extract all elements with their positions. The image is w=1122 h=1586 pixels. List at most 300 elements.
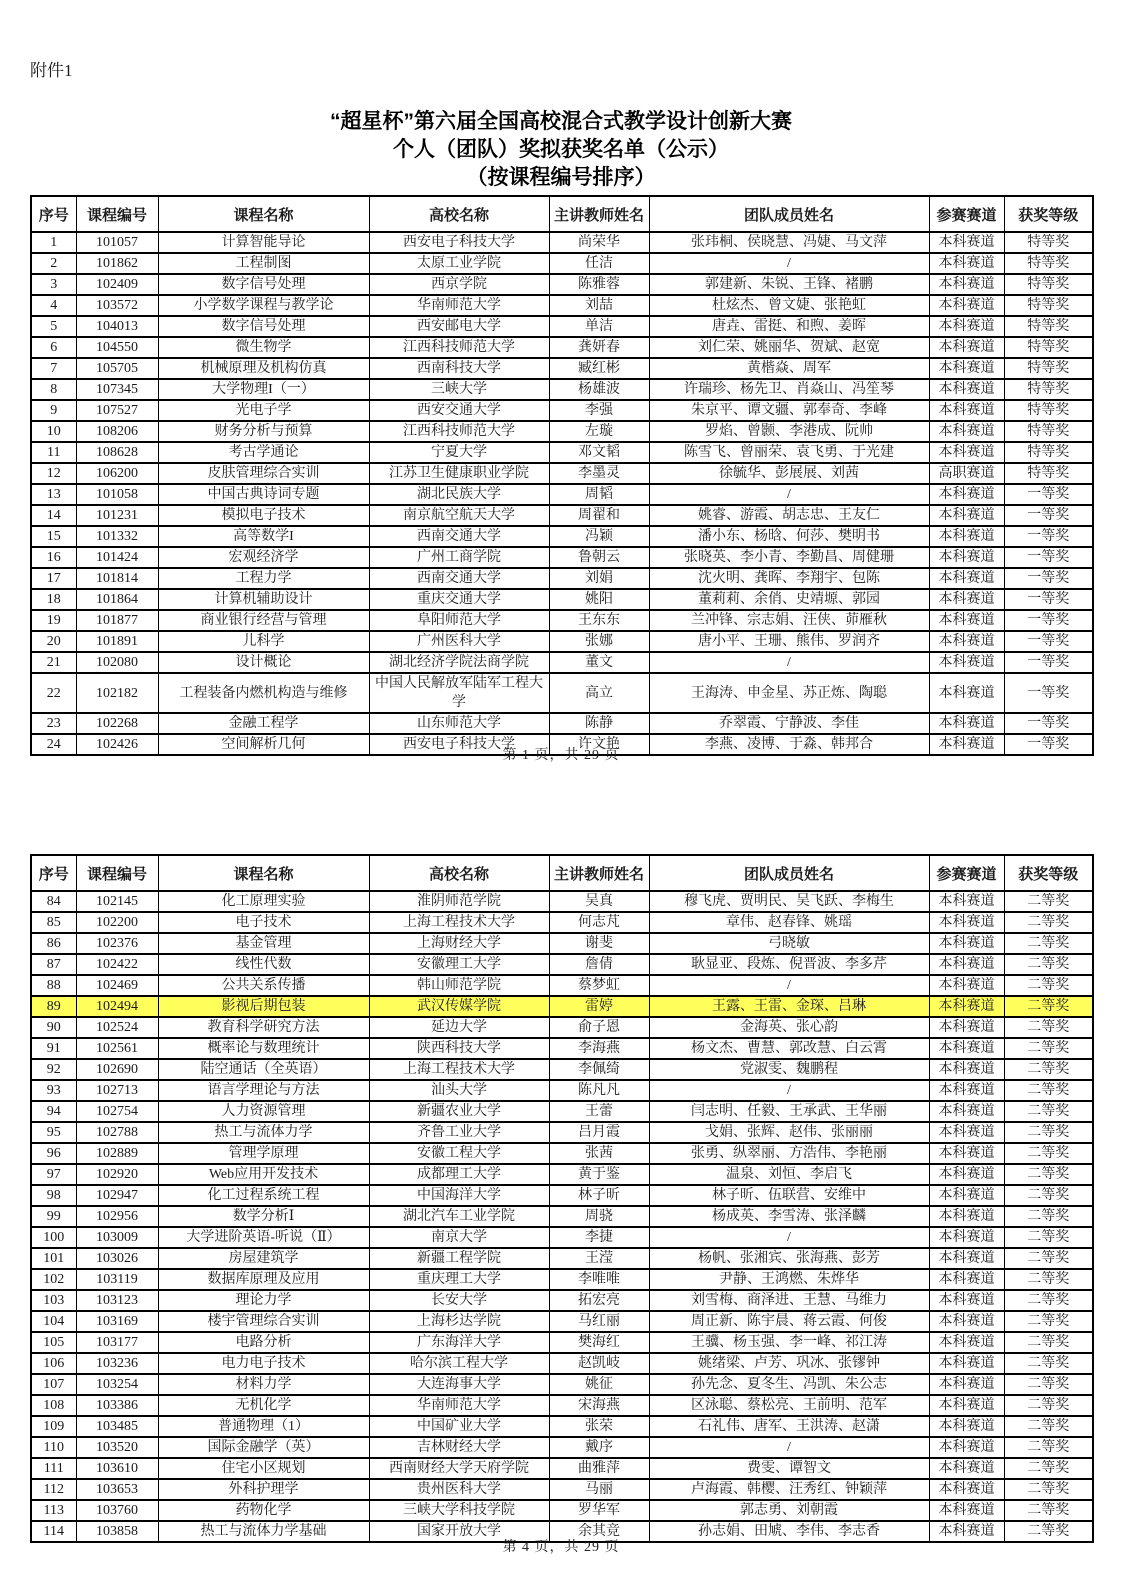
cell-seq: 98 — [31, 1185, 76, 1206]
cell-track: 本科赛道 — [929, 358, 1004, 379]
cell-course-id: 103610 — [76, 1458, 158, 1479]
cell-award-level: 一等奖 — [1004, 547, 1093, 568]
cell-course-id: 101864 — [76, 589, 158, 610]
cell-team-members: 王海涛、申金星、苏正炼、陶聪 — [649, 673, 929, 713]
cell-course-id: 103858 — [76, 1521, 158, 1542]
cell-university: 武汉传媒学院 — [369, 996, 549, 1017]
cell-university: 华南师范大学 — [369, 295, 549, 316]
cell-track: 本科赛道 — [929, 996, 1004, 1017]
table-row — [31, 568, 1093, 589]
cell-team-members: 杨帆、张湘宾、张海燕、彭芳 — [649, 1248, 929, 1269]
cell-seq: 104 — [31, 1311, 76, 1332]
table-row — [31, 358, 1093, 379]
awards-table-page4 — [30, 854, 1094, 1543]
cell-award-level: 二等奖 — [1004, 954, 1093, 975]
cell-track: 本科赛道 — [929, 1437, 1004, 1458]
column-header-award-level: 获奖等级 — [1004, 855, 1093, 891]
cell-track: 本科赛道 — [929, 1059, 1004, 1080]
cell-teacher: 谢斐 — [549, 933, 649, 954]
cell-team-members: 周正新、陈宇晨、蒋云霞、何俊 — [649, 1311, 929, 1332]
table-row — [31, 1143, 1093, 1164]
cell-course-name: 语言学理论与方法 — [158, 1080, 369, 1101]
cell-team-members: / — [649, 484, 929, 505]
column-header-university: 高校名称 — [369, 855, 549, 891]
cell-seq: 85 — [31, 912, 76, 933]
cell-team-members: 党淑雯、魏鹏程 — [649, 1059, 929, 1080]
cell-award-level: 特等奖 — [1004, 274, 1093, 295]
cell-university: 上海工程技术大学 — [369, 1059, 549, 1080]
cell-course-id: 102182 — [76, 673, 158, 713]
cell-award-level: 一等奖 — [1004, 589, 1093, 610]
cell-seq: 105 — [31, 1332, 76, 1353]
cell-teacher: 曲雅萍 — [549, 1458, 649, 1479]
cell-course-name: 机械原理及机构仿真 — [158, 358, 369, 379]
cell-seq: 19 — [31, 610, 76, 631]
cell-track: 本科赛道 — [929, 547, 1004, 568]
table-row — [31, 1374, 1093, 1395]
table-row — [31, 1332, 1093, 1353]
cell-seq: 21 — [31, 652, 76, 673]
cell-team-members: 沈火明、龚晖、李翔宇、包陈 — [649, 568, 929, 589]
cell-seq: 23 — [31, 713, 76, 734]
attachment-label: 附件1 — [30, 61, 73, 80]
cell-award-level: 二等奖 — [1004, 1248, 1093, 1269]
table-row — [31, 933, 1093, 954]
cell-team-members: 刘雪梅、商泽进、王慧、马维力 — [649, 1290, 929, 1311]
table1-header — [31, 196, 1093, 232]
table-row — [31, 1185, 1093, 1206]
cell-track: 本科赛道 — [929, 912, 1004, 933]
cell-award-level: 二等奖 — [1004, 1458, 1093, 1479]
cell-team-members: 金海英、张心韵 — [649, 1017, 929, 1038]
cell-seq: 10 — [31, 421, 76, 442]
cell-seq: 20 — [31, 631, 76, 652]
cell-track: 本科赛道 — [929, 891, 1004, 912]
cell-course-id: 101877 — [76, 610, 158, 631]
cell-award-level: 特等奖 — [1004, 232, 1093, 253]
column-header-track: 参赛赛道 — [929, 196, 1004, 232]
cell-team-members: 唐小平、王珊、熊伟、罗润齐 — [649, 631, 929, 652]
cell-team-members: 姚绪梁、卢芳、巩冰、张镠钟 — [649, 1353, 929, 1374]
column-header-course-name: 课程名称 — [158, 855, 369, 891]
cell-university: 汕头大学 — [369, 1080, 549, 1101]
table-row — [31, 912, 1093, 933]
table-row — [31, 975, 1093, 996]
table-row — [31, 1017, 1093, 1038]
cell-course-id: 101058 — [76, 484, 158, 505]
cell-course-name: 皮肤管理综合实训 — [158, 463, 369, 484]
cell-seq: 114 — [31, 1521, 76, 1542]
table-row — [31, 295, 1093, 316]
cell-track: 本科赛道 — [929, 379, 1004, 400]
cell-university: 湖北经济学院法商学院 — [369, 652, 549, 673]
cell-course-id: 108628 — [76, 442, 158, 463]
cell-seq: 112 — [31, 1479, 76, 1500]
cell-team-members: 张晓英、李小青、李勤昌、周健珊 — [649, 547, 929, 568]
cell-teacher: 黄于鉴 — [549, 1164, 649, 1185]
cell-team-members: 罗焰、曾颢、李港成、阮帅 — [649, 421, 929, 442]
cell-course-id: 102920 — [76, 1164, 158, 1185]
cell-seq: 4 — [31, 295, 76, 316]
cell-university: 广州工商学院 — [369, 547, 549, 568]
cell-track: 本科赛道 — [929, 1206, 1004, 1227]
table-row — [31, 463, 1093, 484]
cell-team-members: 林子昕、伍联营、安维中 — [649, 1185, 929, 1206]
cell-course-name: 电力电子技术 — [158, 1353, 369, 1374]
cell-seq: 110 — [31, 1437, 76, 1458]
cell-course-id: 107345 — [76, 379, 158, 400]
cell-award-level: 二等奖 — [1004, 912, 1093, 933]
cell-team-members: 尹静、王鸿燃、朱烨华 — [649, 1269, 929, 1290]
cell-track: 本科赛道 — [929, 295, 1004, 316]
cell-course-id: 103485 — [76, 1416, 158, 1437]
cell-track: 本科赛道 — [929, 1101, 1004, 1122]
cell-university: 三峡大学 — [369, 379, 549, 400]
cell-course-name: 管理学原理 — [158, 1143, 369, 1164]
cell-team-members: 潘小东、杨晗、何莎、樊明书 — [649, 526, 929, 547]
cell-team-members: 穆飞虎、贾明民、吴飞跃、李梅生 — [649, 891, 929, 912]
table-row — [31, 1353, 1093, 1374]
table-row — [31, 1500, 1093, 1521]
cell-university: 江西科技师范大学 — [369, 421, 549, 442]
cell-award-level: 二等奖 — [1004, 1059, 1093, 1080]
cell-track: 本科赛道 — [929, 232, 1004, 253]
cell-team-members: 许瑞珍、杨先卫、肖焱山、冯笙琴 — [649, 379, 929, 400]
cell-course-name: 财务分析与预算 — [158, 421, 369, 442]
column-header-seq: 序号 — [31, 196, 76, 232]
table-row — [31, 631, 1093, 652]
cell-course-name: 楼宇管理综合实训 — [158, 1311, 369, 1332]
cell-team-members: 乔翠霞、宁静波、李佳 — [649, 713, 929, 734]
cell-university: 宁夏大学 — [369, 442, 549, 463]
cell-award-level: 一等奖 — [1004, 568, 1093, 589]
cell-university: 华南师范大学 — [369, 1395, 549, 1416]
cell-university: 江苏卫生健康职业学院 — [369, 463, 549, 484]
cell-seq: 5 — [31, 316, 76, 337]
table-row — [31, 442, 1093, 463]
cell-award-level: 二等奖 — [1004, 1353, 1093, 1374]
header-row — [31, 855, 1093, 891]
cell-seq: 84 — [31, 891, 76, 912]
cell-university: 江西科技师范大学 — [369, 337, 549, 358]
cell-award-level: 二等奖 — [1004, 1395, 1093, 1416]
cell-award-level: 二等奖 — [1004, 1269, 1093, 1290]
cell-course-id: 103026 — [76, 1248, 158, 1269]
cell-award-level: 特等奖 — [1004, 400, 1093, 421]
cell-seq: 2 — [31, 253, 76, 274]
cell-track: 本科赛道 — [929, 1248, 1004, 1269]
cell-university: 西京学院 — [369, 274, 549, 295]
table-row-highlighted — [31, 996, 1093, 1017]
cell-seq: 90 — [31, 1017, 76, 1038]
cell-track: 本科赛道 — [929, 1395, 1004, 1416]
cell-course-name: 无机化学 — [158, 1395, 369, 1416]
cell-award-level: 二等奖 — [1004, 1479, 1093, 1500]
column-header-course-id: 课程编号 — [76, 196, 158, 232]
cell-track: 本科赛道 — [929, 610, 1004, 631]
cell-university: 贵州医科大学 — [369, 1479, 549, 1500]
cell-teacher: 鲁朝云 — [549, 547, 649, 568]
cell-course-id: 102788 — [76, 1122, 158, 1143]
cell-team-members: 徐毓华、彭展展、刘茜 — [649, 463, 929, 484]
cell-team-members: 李燕、凌博、于淼、韩邦合 — [649, 734, 929, 755]
cell-course-id: 102268 — [76, 713, 158, 734]
cell-teacher: 林子昕 — [549, 1185, 649, 1206]
cell-course-name: 计算机辅助设计 — [158, 589, 369, 610]
table-row — [31, 232, 1093, 253]
cell-track: 本科赛道 — [929, 442, 1004, 463]
cell-course-name: 设计概论 — [158, 652, 369, 673]
table-row — [31, 713, 1093, 734]
cell-award-level: 特等奖 — [1004, 316, 1093, 337]
cell-course-name: 数学分析Ⅰ — [158, 1206, 369, 1227]
cell-course-name: 光电子学 — [158, 400, 369, 421]
cell-course-id: 102409 — [76, 274, 158, 295]
cell-university: 新疆工程学院 — [369, 1248, 549, 1269]
cell-teacher: 龚妍春 — [549, 337, 649, 358]
cell-university: 哈尔滨工程大学 — [369, 1353, 549, 1374]
cell-award-level: 二等奖 — [1004, 1038, 1093, 1059]
cell-course-id: 106200 — [76, 463, 158, 484]
cell-teacher: 宋海燕 — [549, 1395, 649, 1416]
cell-teacher: 蔡梦虹 — [549, 975, 649, 996]
table-row — [31, 1164, 1093, 1185]
cell-course-name: 化工原理实验 — [158, 891, 369, 912]
cell-track: 本科赛道 — [929, 673, 1004, 713]
cell-seq: 88 — [31, 975, 76, 996]
cell-teacher: 尚荣华 — [549, 232, 649, 253]
cell-seq: 87 — [31, 954, 76, 975]
cell-university: 国家开放大学 — [369, 1521, 549, 1542]
cell-course-name: 金融工程学 — [158, 713, 369, 734]
cell-team-members: 孙先念、夏冬生、冯凯、朱公志 — [649, 1374, 929, 1395]
cell-course-id: 104550 — [76, 337, 158, 358]
cell-teacher: 赵凯岐 — [549, 1353, 649, 1374]
cell-teacher: 任洁 — [549, 253, 649, 274]
cell-track: 本科赛道 — [929, 975, 1004, 996]
cell-course-id: 103119 — [76, 1269, 158, 1290]
cell-course-id: 101814 — [76, 568, 158, 589]
cell-award-level: 二等奖 — [1004, 1101, 1093, 1122]
cell-course-id: 103653 — [76, 1479, 158, 1500]
table-row — [31, 610, 1093, 631]
cell-course-name: 普通物理（1） — [158, 1416, 369, 1437]
cell-course-id: 102561 — [76, 1038, 158, 1059]
cell-seq: 102 — [31, 1269, 76, 1290]
cell-course-id: 102956 — [76, 1206, 158, 1227]
cell-team-members: 闫志明、任毅、王承武、王华丽 — [649, 1101, 929, 1122]
cell-teacher: 李捷 — [549, 1227, 649, 1248]
cell-team-members: 杜炫杰、曾文婕、张艳虹 — [649, 295, 929, 316]
table-row — [31, 400, 1093, 421]
cell-award-level: 二等奖 — [1004, 1290, 1093, 1311]
cell-course-name: 商业银行经营与管理 — [158, 610, 369, 631]
cell-course-id: 102200 — [76, 912, 158, 933]
table-row — [31, 274, 1093, 295]
title-block — [0, 108, 1122, 192]
cell-seq: 109 — [31, 1416, 76, 1437]
cell-track: 本科赛道 — [929, 1164, 1004, 1185]
cell-team-members: 杨成英、李雪涛、张泽麟 — [649, 1206, 929, 1227]
cell-award-level: 一等奖 — [1004, 610, 1093, 631]
cell-university: 三峡大学科技学院 — [369, 1500, 549, 1521]
cell-course-id: 102713 — [76, 1080, 158, 1101]
cell-university: 重庆理工大学 — [369, 1269, 549, 1290]
cell-course-name: 儿科学 — [158, 631, 369, 652]
table-row — [31, 484, 1093, 505]
cell-course-name: 化工过程系统工程 — [158, 1185, 369, 1206]
column-header-course-name: 课程名称 — [158, 196, 369, 232]
cell-teacher: 周韬 — [549, 484, 649, 505]
cell-teacher: 李强 — [549, 400, 649, 421]
cell-teacher: 臧红彬 — [549, 358, 649, 379]
cell-course-id: 102469 — [76, 975, 158, 996]
table-row — [31, 1206, 1093, 1227]
cell-course-name: 影视后期包装 — [158, 996, 369, 1017]
cell-teacher: 马丽 — [549, 1479, 649, 1500]
cell-track: 本科赛道 — [929, 1353, 1004, 1374]
cell-course-id: 102889 — [76, 1143, 158, 1164]
cell-award-level: 二等奖 — [1004, 1521, 1093, 1542]
cell-course-id: 101891 — [76, 631, 158, 652]
document-subtitle: 个人（团队）奖拟获奖名单（公示） — [393, 138, 729, 161]
cell-course-id: 108206 — [76, 421, 158, 442]
cell-track: 本科赛道 — [929, 484, 1004, 505]
cell-seq: 99 — [31, 1206, 76, 1227]
cell-award-level: 特等奖 — [1004, 463, 1093, 484]
cell-track: 本科赛道 — [929, 631, 1004, 652]
cell-course-name: 工程制图 — [158, 253, 369, 274]
cell-university: 广州医科大学 — [369, 631, 549, 652]
cell-university: 吉林财经大学 — [369, 1437, 549, 1458]
cell-track: 本科赛道 — [929, 933, 1004, 954]
cell-team-members: 刘仁荣、姚丽华、贺斌、赵宽 — [649, 337, 929, 358]
cell-teacher: 陈静 — [549, 713, 649, 734]
cell-award-level: 特等奖 — [1004, 337, 1093, 358]
cell-seq: 12 — [31, 463, 76, 484]
cell-course-id: 102080 — [76, 652, 158, 673]
cell-team-members: 郭志勇、刘朝霞 — [649, 1500, 929, 1521]
cell-course-name: 药物化学 — [158, 1500, 369, 1521]
table-row — [31, 891, 1093, 912]
cell-award-level: 特等奖 — [1004, 442, 1093, 463]
cell-university: 重庆交通大学 — [369, 589, 549, 610]
table2-header — [31, 855, 1093, 891]
cell-teacher: 高立 — [549, 673, 649, 713]
cell-seq: 11 — [31, 442, 76, 463]
cell-team-members: / — [649, 975, 929, 996]
table2-body — [31, 891, 1093, 1542]
cell-university: 广东海洋大学 — [369, 1332, 549, 1353]
cell-track: 本科赛道 — [929, 1227, 1004, 1248]
cell-award-level: 二等奖 — [1004, 1164, 1093, 1185]
cell-seq: 3 — [31, 274, 76, 295]
cell-university: 上海财经大学 — [369, 933, 549, 954]
cell-seq: 93 — [31, 1080, 76, 1101]
cell-course-id: 103009 — [76, 1227, 158, 1248]
cell-course-id: 103760 — [76, 1500, 158, 1521]
cell-team-members: / — [649, 253, 929, 274]
column-header-course-id: 课程编号 — [76, 855, 158, 891]
table-row — [31, 1395, 1093, 1416]
cell-course-id: 102426 — [76, 734, 158, 755]
cell-course-id: 107527 — [76, 400, 158, 421]
cell-team-members: 章伟、赵春锋、姚瑶 — [649, 912, 929, 933]
cell-award-level: 二等奖 — [1004, 891, 1093, 912]
cell-course-name: 材料力学 — [158, 1374, 369, 1395]
cell-track: 本科赛道 — [929, 1269, 1004, 1290]
cell-seq: 9 — [31, 400, 76, 421]
cell-course-id: 103177 — [76, 1332, 158, 1353]
cell-track: 本科赛道 — [929, 421, 1004, 442]
cell-teacher: 李佩绮 — [549, 1059, 649, 1080]
column-header-seq: 序号 — [31, 855, 76, 891]
cell-award-level: 二等奖 — [1004, 1017, 1093, 1038]
cell-award-level: 二等奖 — [1004, 1416, 1093, 1437]
cell-team-members: 陈雪飞、曾丽荣、袁飞勇、于光建 — [649, 442, 929, 463]
cell-seq: 89 — [31, 996, 76, 1017]
column-header-award-level: 获奖等级 — [1004, 196, 1093, 232]
cell-course-name: 小学数学课程与教学论 — [158, 295, 369, 316]
cell-award-level: 二等奖 — [1004, 996, 1093, 1017]
column-header-team-members: 团队成员姓名 — [649, 855, 929, 891]
cell-teacher: 拓宏亮 — [549, 1290, 649, 1311]
cell-course-id: 103572 — [76, 295, 158, 316]
column-header-university: 高校名称 — [369, 196, 549, 232]
cell-course-name: 外科护理学 — [158, 1479, 369, 1500]
cell-teacher: 许文艳 — [549, 734, 649, 755]
cell-course-id: 101231 — [76, 505, 158, 526]
cell-award-level: 二等奖 — [1004, 1500, 1093, 1521]
table-row — [31, 1038, 1093, 1059]
cell-seq: 15 — [31, 526, 76, 547]
cell-track: 本科赛道 — [929, 734, 1004, 755]
cell-teacher: 王蕾 — [549, 1101, 649, 1122]
table-row — [31, 1458, 1093, 1479]
cell-teacher: 罗华军 — [549, 1500, 649, 1521]
cell-team-members: 董莉莉、余俏、史靖塬、郭园 — [649, 589, 929, 610]
cell-university: 西安邮电大学 — [369, 316, 549, 337]
cell-seq: 13 — [31, 484, 76, 505]
cell-team-members: 石礼伟、唐军、王洪涛、赵潇 — [649, 1416, 929, 1437]
cell-university: 大连海事大学 — [369, 1374, 549, 1395]
cell-team-members: 戈娟、张辉、赵伟、张丽丽 — [649, 1122, 929, 1143]
cell-course-name: 考古学通论 — [158, 442, 369, 463]
cell-track: 本科赛道 — [929, 505, 1004, 526]
column-header-teacher: 主讲教师姓名 — [549, 196, 649, 232]
cell-seq: 92 — [31, 1059, 76, 1080]
table-row — [31, 547, 1093, 568]
cell-course-name: 空间解析几何 — [158, 734, 369, 755]
cell-course-id: 101057 — [76, 232, 158, 253]
cell-course-name: 数据库原理及应用 — [158, 1269, 369, 1290]
cell-track: 本科赛道 — [929, 1185, 1004, 1206]
cell-course-name: 电路分析 — [158, 1332, 369, 1353]
cell-teacher: 冯颖 — [549, 526, 649, 547]
cell-teacher: 陈雅蓉 — [549, 274, 649, 295]
table-row — [31, 1122, 1093, 1143]
table-row — [31, 1227, 1093, 1248]
cell-track: 本科赛道 — [929, 526, 1004, 547]
cell-award-level: 二等奖 — [1004, 975, 1093, 996]
cell-award-level: 二等奖 — [1004, 1374, 1093, 1395]
cell-course-name: 国际金融学（英） — [158, 1437, 369, 1458]
cell-track: 本科赛道 — [929, 337, 1004, 358]
cell-track: 高职赛道 — [929, 463, 1004, 484]
cell-university: 西安交通大学 — [369, 400, 549, 421]
cell-teacher: 李墨灵 — [549, 463, 649, 484]
cell-team-members: 张玮桐、侯晓慧、冯婕、马文萍 — [649, 232, 929, 253]
